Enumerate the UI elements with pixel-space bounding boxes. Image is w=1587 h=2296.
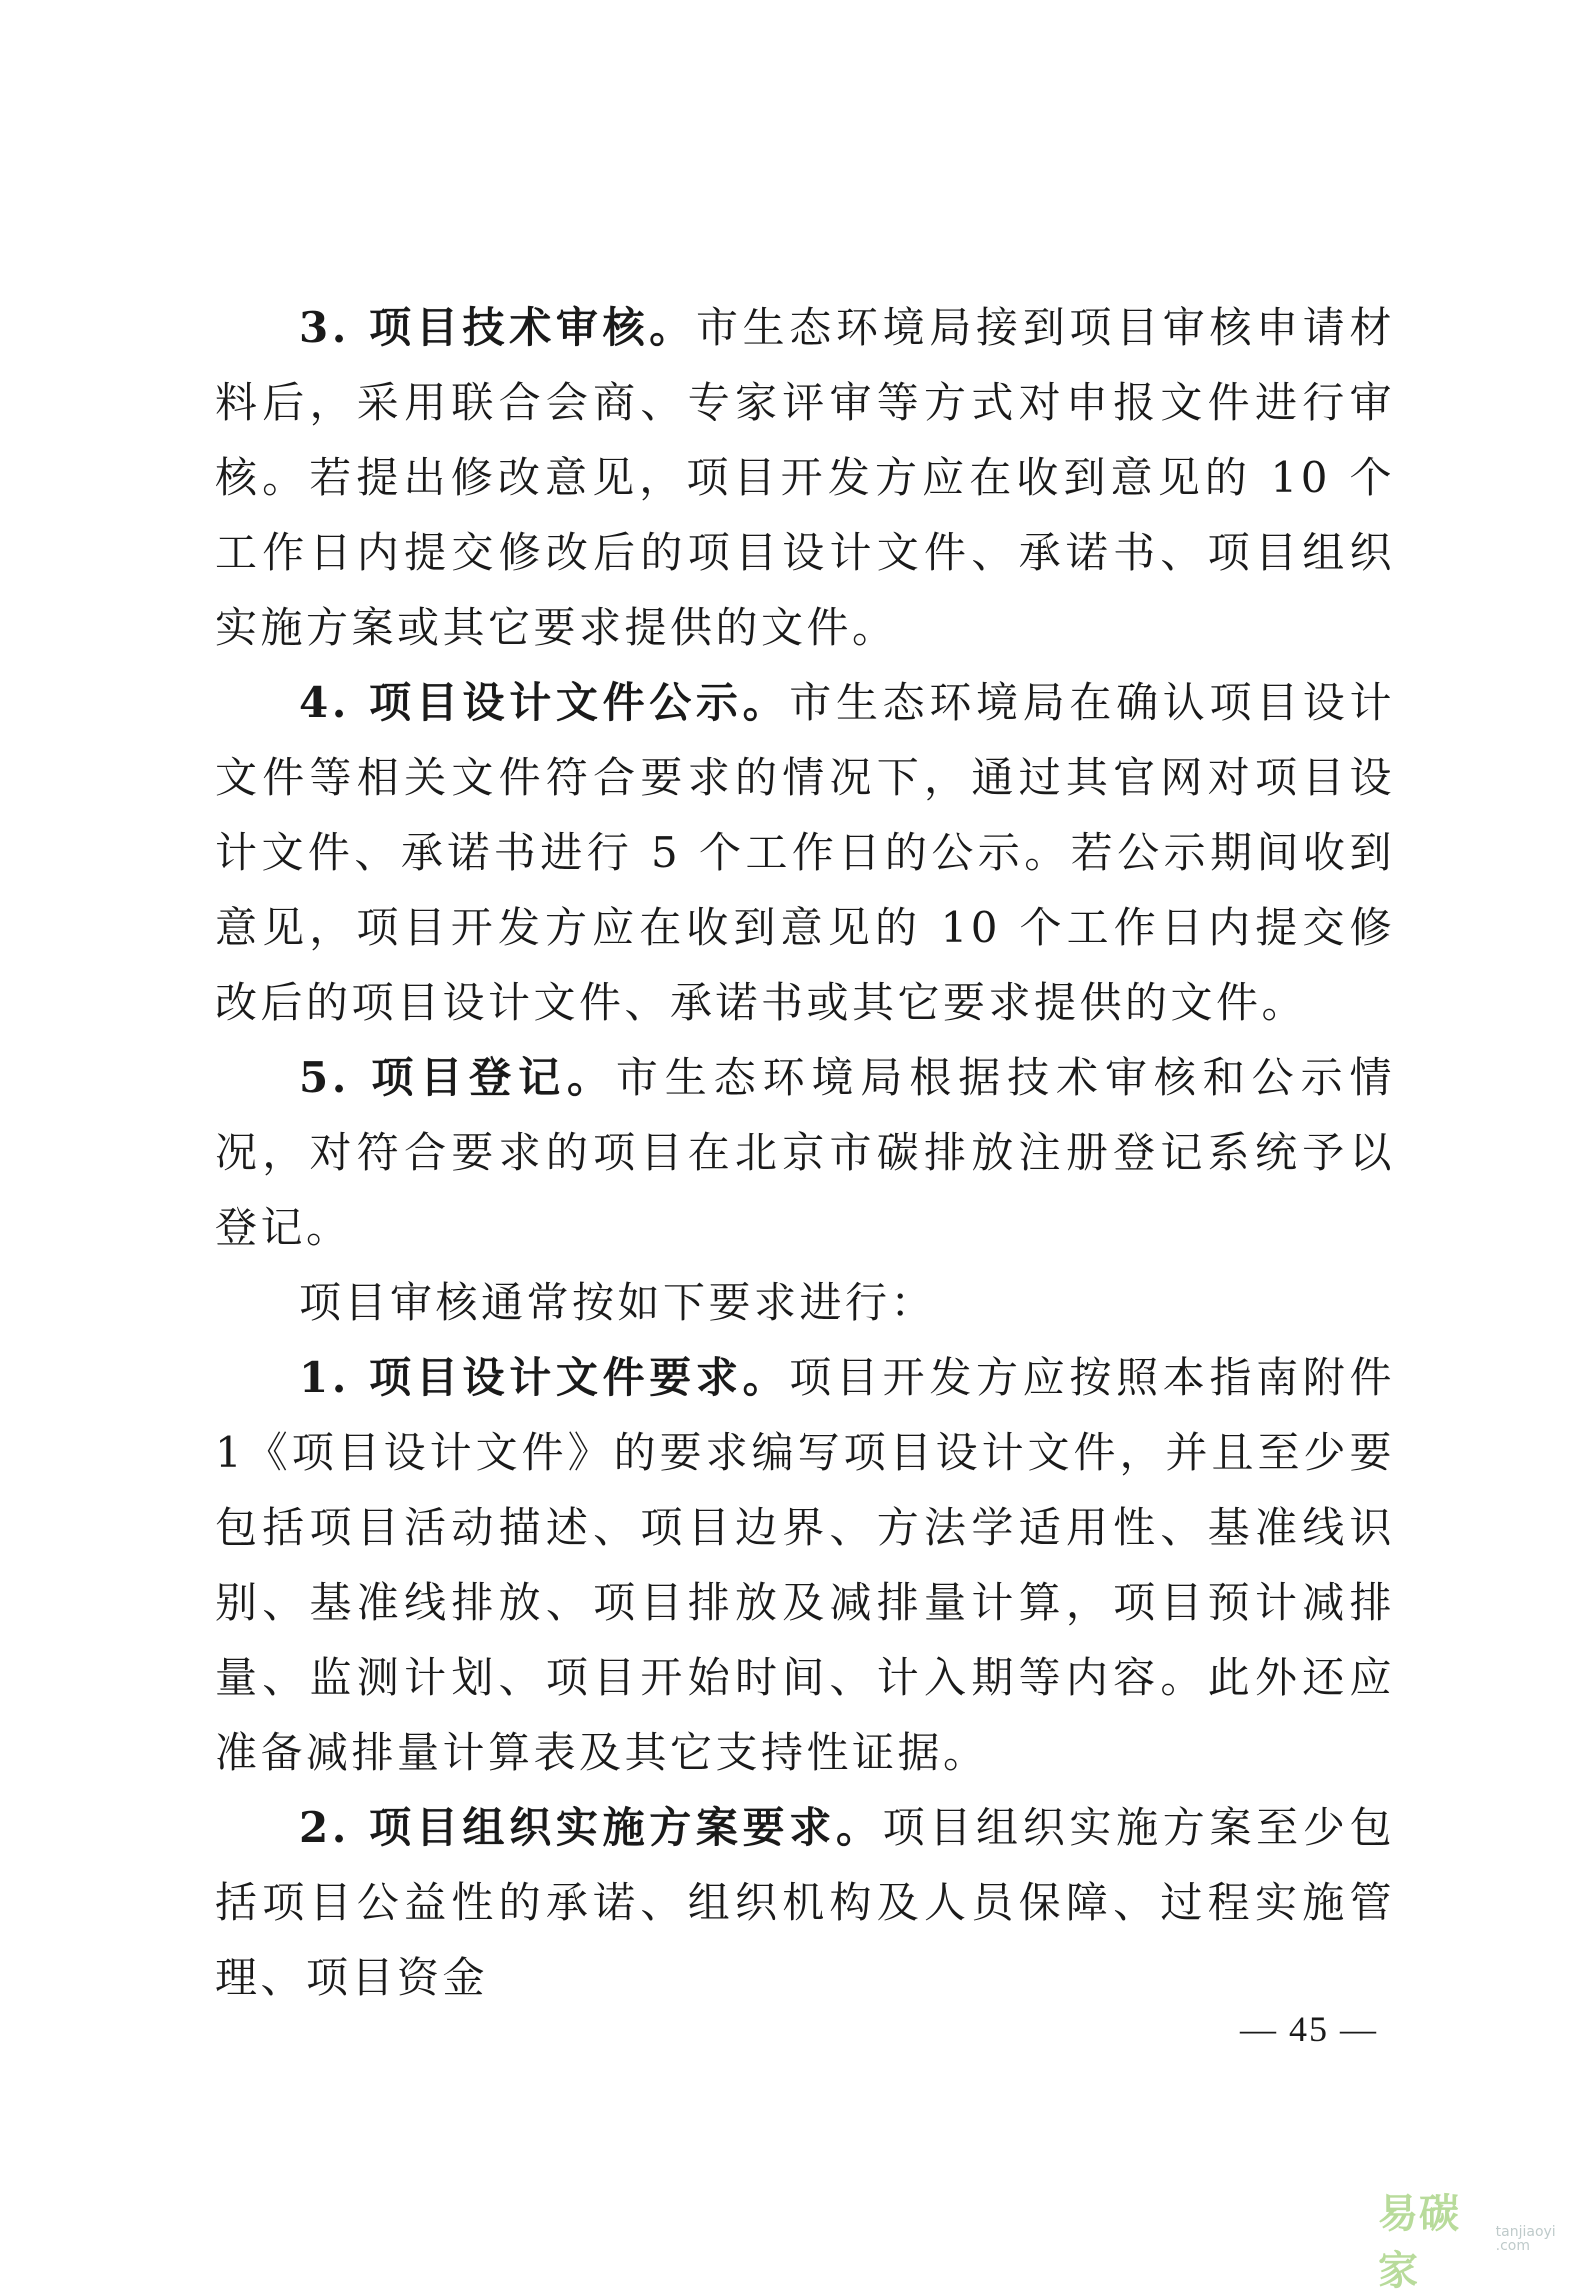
paragraph-design-publicity — [215, 665, 1395, 1040]
page-number: — 45 — — [1240, 2009, 1378, 2049]
paragraph-text: 市生态环境局在确认项目设计文件等相关文件符合要求的情况下，通过其官网对项目设计文件、承诺书进行 5 个工作日的公示。若公示期间收到意见，项目开发方应在收到意见的 10 个工作日内提交修改后的项目设计文件、承诺书或其它要求提供的文件。 — [215, 678, 1395, 1027]
paragraph-text: 市生态环境局接到项目审核申请材料后，采用联合会商、专家评审等方式对申报文件进行审核。若提出修改意见，项目开发方应在收到意见的 10 个工作日内提交修改后的项目设计文件、承诺书、项目组织实施方案或其它要求提供的文件。 — [215, 303, 1395, 652]
paragraph-heading: 1. 项目设计文件要求。 — [299, 1353, 790, 1402]
paragraph-text: 项目组织实施方案至少包括项目公益性的承诺、组织机构及人员保障、过程实施管理、项目资金 — [215, 1803, 1395, 2002]
watermark-subtext: tanjiaoyi .com — [1495, 2224, 1556, 2254]
document-body — [215, 290, 1395, 2015]
paragraph-registration — [215, 1040, 1395, 1265]
paragraph-implementation-requirements — [215, 1790, 1395, 2015]
paragraph-heading: 4. 项目设计文件公示。 — [299, 678, 790, 727]
paragraph-technical-review — [215, 290, 1395, 665]
paragraph-text: 项目开发方应按照本指南附件 1《项目设计文件》的要求编写项目设计文件，并且至少要包括项目活动描述、项目边界、方法学适用性、基准线识别、基准线排放、项目排放及减排量计算，项目预计减排量、监测计划、项目开始时间、计入期等内容。此外还应准备减排量计算表及其它支持性证据。 — [215, 1353, 1395, 1777]
paragraph-heading: 2. 项目组织实施方案要求。 — [299, 1803, 883, 1852]
paragraph-text: 项目审核通常按如下要求进行： — [299, 1278, 937, 1327]
paragraph-text: 市生态环境局根据技术审核和公示情况，对符合要求的项目在北京市碳排放注册登记系统予以登记。 — [215, 1053, 1395, 1252]
watermark-logo — [1378, 2182, 1587, 2296]
paragraph-review-intro — [215, 1265, 1395, 1340]
watermark-text: 易碳家 — [1378, 2191, 1460, 2294]
paragraph-heading: 3. 项目技术审核。 — [299, 303, 696, 352]
paragraph-heading: 5. 项目登记。 — [299, 1053, 616, 1102]
paragraph-design-requirements — [215, 1340, 1395, 1790]
